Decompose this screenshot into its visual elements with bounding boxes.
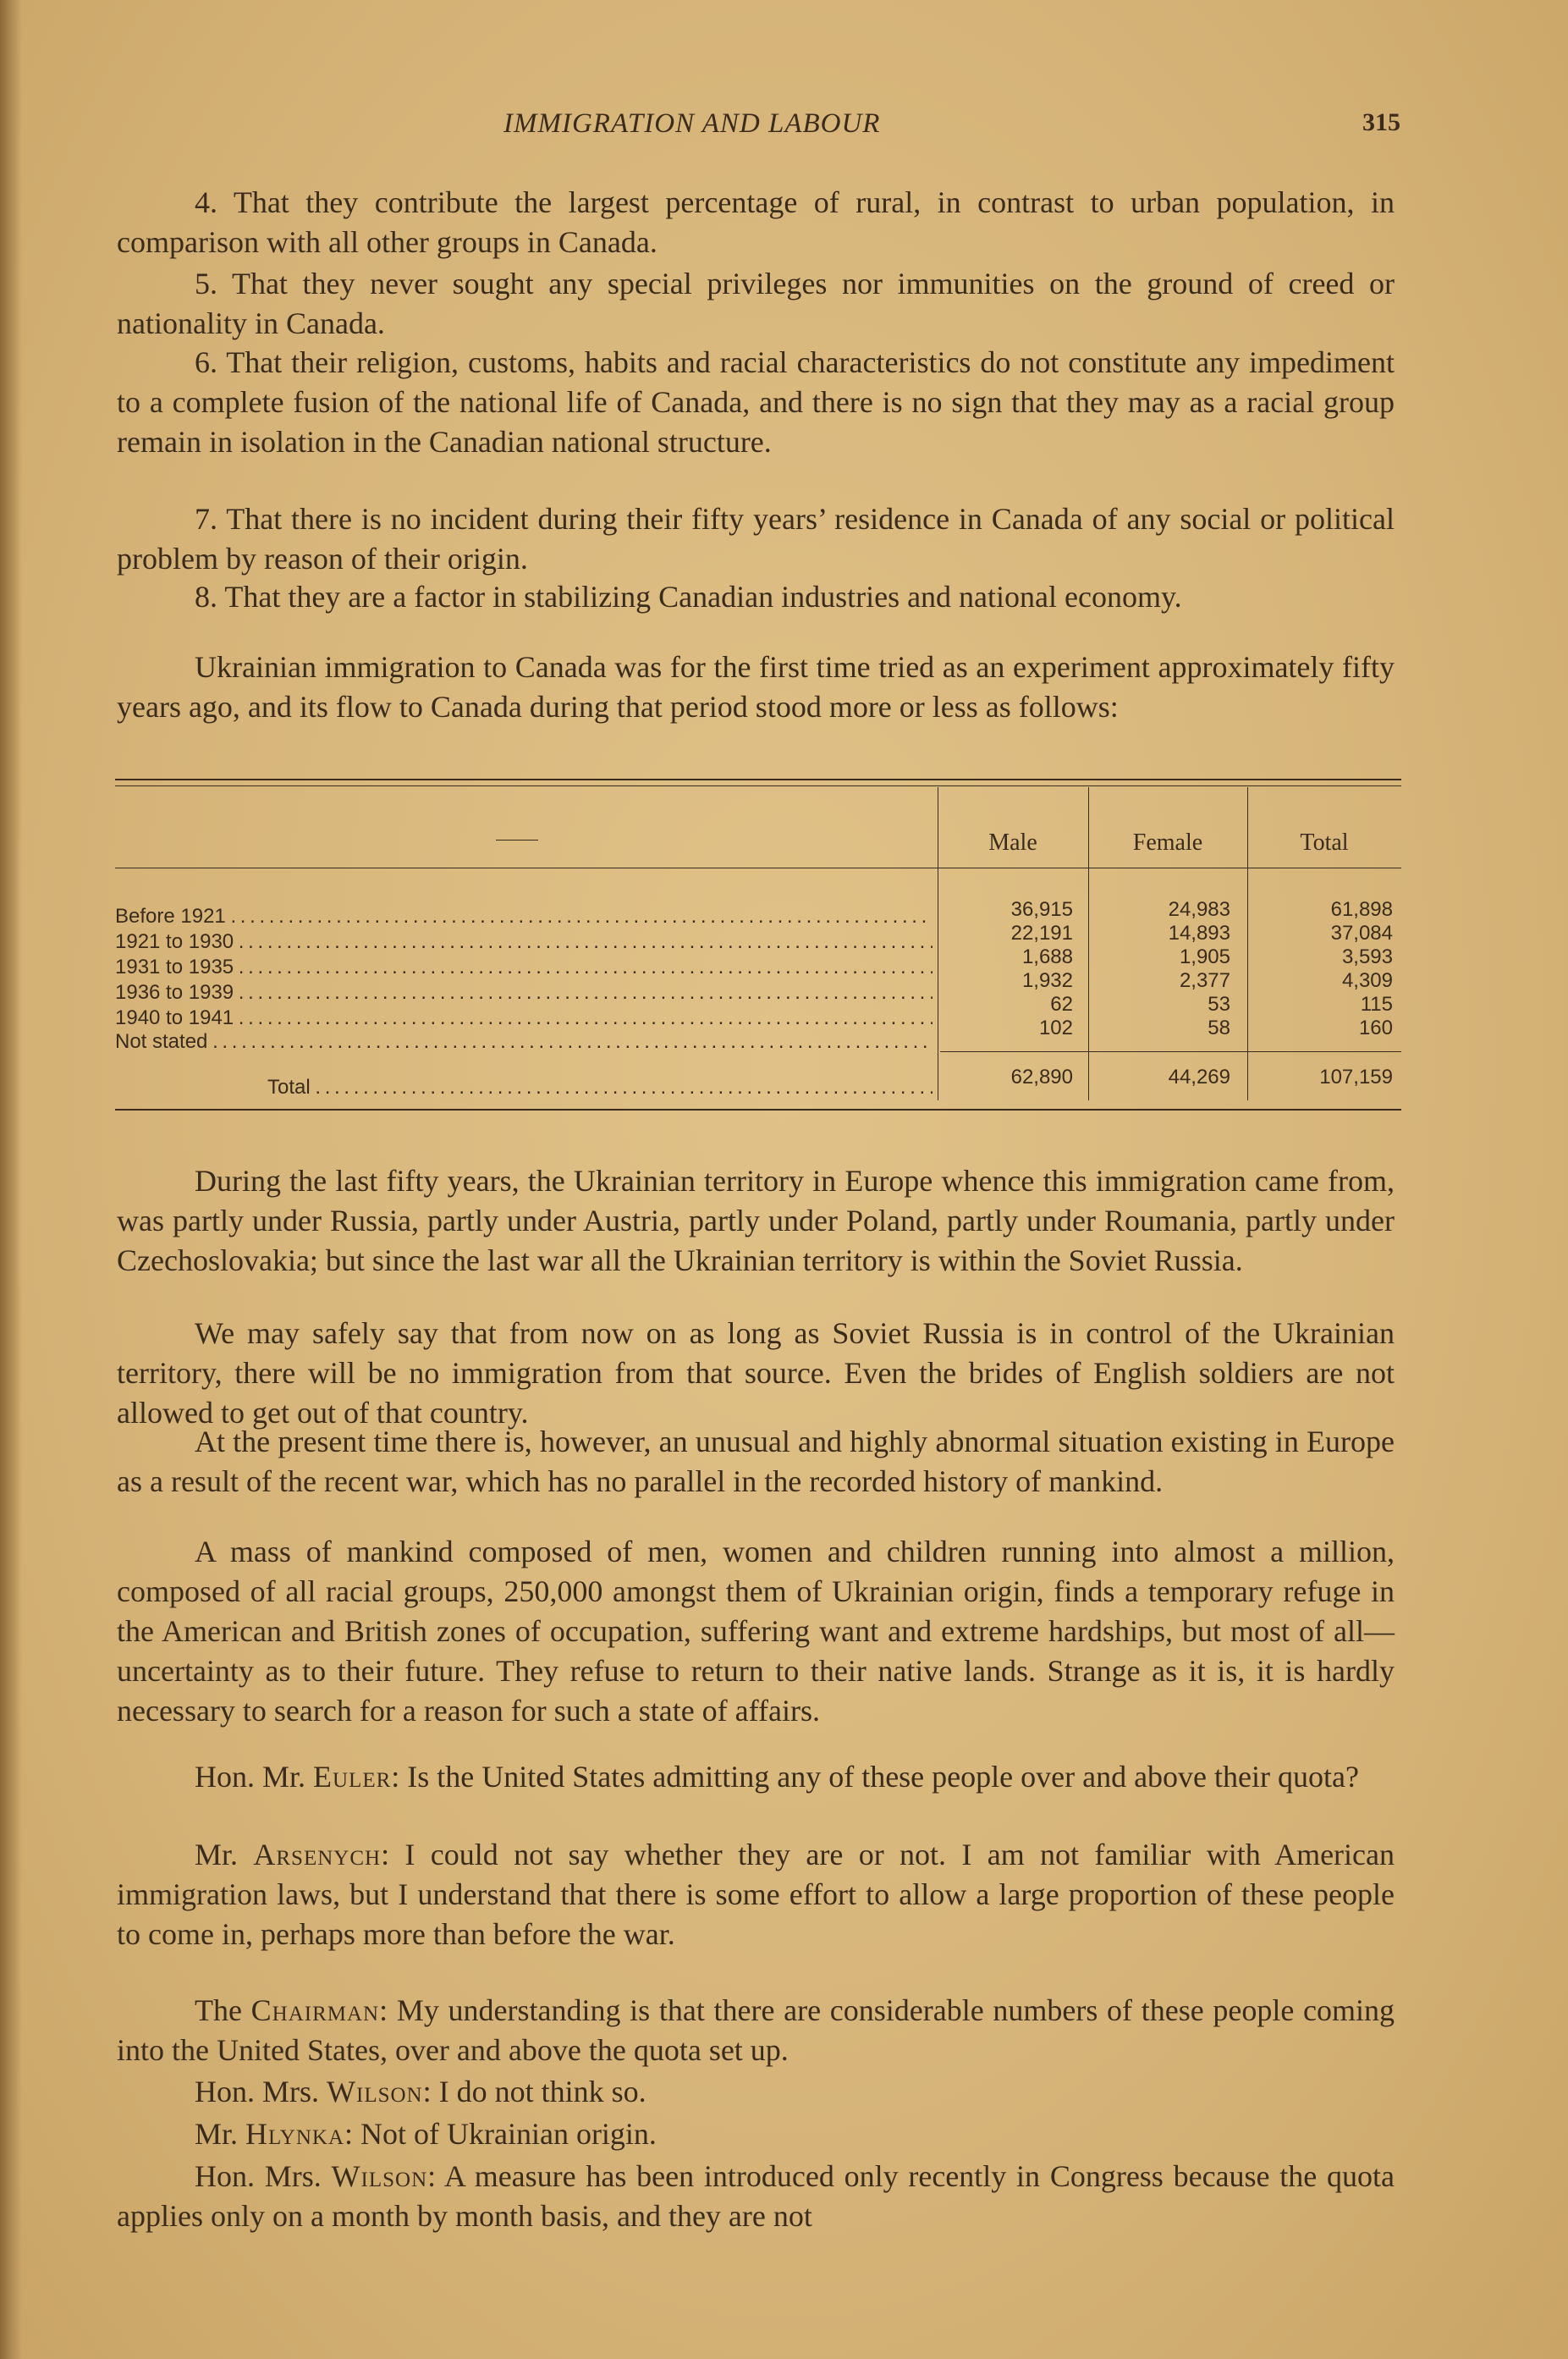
speaker-prefix: Mr. bbox=[195, 2117, 246, 2151]
table-cell-total: 115 bbox=[1360, 993, 1393, 1016]
column-header-female: Female bbox=[1132, 830, 1203, 856]
speech-text: : I could not say whether they are or not. I am not familiar with American immigration laws, but I understand that there is some effort to allow a large proportion of these people to come in, perhaps more than before the war. bbox=[117, 1838, 1395, 1951]
table-cell-female: 58 bbox=[1208, 1017, 1230, 1039]
table-cell-female: 14,893 bbox=[1168, 922, 1230, 945]
table-row-label: 1931 to 1935 . . . bbox=[115, 955, 933, 980]
speaker-prefix: The bbox=[195, 1993, 251, 2027]
table-row-label: 1936 to 1939 . . . bbox=[115, 980, 933, 1006]
dialogue-hlynka bbox=[117, 2114, 1395, 2154]
speech-text: : Is the United States admitting any of these people over and above their quota? bbox=[391, 1760, 1359, 1794]
dialogue-euler bbox=[117, 1757, 1395, 1797]
speaker-name: Euler bbox=[313, 1760, 392, 1794]
paragraph-point-4: 4. That they contribute the largest percentage of rural, in contrast to urban population, in comparison with all other groups in Canada. bbox=[117, 185, 1395, 259]
table-cell-male: 62 bbox=[1050, 993, 1073, 1016]
paragraph-immigration-intro: Ukrainian immigration to Canada was for the first time tried as an experiment approximately fifty years ago, and its flow to Canada during that period stood more or less as follows: bbox=[117, 650, 1395, 724]
table-cell-male: 22,191 bbox=[1010, 922, 1073, 945]
speaker-name: Chairman bbox=[250, 1993, 380, 2027]
dialogue-wilson-1 bbox=[117, 2072, 1395, 2112]
speaker-prefix: Hon. Mrs. bbox=[195, 2075, 327, 2108]
speaker-prefix: Hon. Mrs. bbox=[195, 2159, 332, 2193]
table-total-male: 62,890 bbox=[1010, 1066, 1073, 1089]
paragraph-point-6: 6. That their religion, customs, habits and racial characteristics do not constitute any impediment to a complete fusion of the national life of Canada, and there is no sign that they may as a racial group remain in isolation in the Canadian national structure. bbox=[117, 345, 1395, 459]
table-row-label: Before 1921 . . . bbox=[115, 904, 933, 929]
paragraph-territory: During the last fifty years, the Ukrainian territory in Europe whence this immigration came from, was partly under Russia, partly under Austria, partly under Poland, partly under Roumania, partly under Czechoslovakia; but since the last war all the Ukrainian territory is within the Soviet Russia. bbox=[117, 1164, 1395, 1277]
table-cell-total: 3,593 bbox=[1341, 945, 1393, 968]
stub-header-dash bbox=[496, 840, 538, 841]
paragraph-point-7: 7. That there is no incident during their fifty years’ residence in Canada of any social or political problem by reason of their origin. bbox=[117, 502, 1395, 576]
paragraph-soviet-control: We may safely say that from now on as long as Soviet Russia is in control of the Ukrainian territory, there will be no immigration from that source. Even the brides of English soldiers are not allowed to get out of that country. bbox=[117, 1316, 1395, 1430]
paragraph-point-5: 5. That they never sought any special privileges nor immunities on the ground of creed or nationality in Canada. bbox=[117, 267, 1395, 340]
table-row-label: Not stated . . . bbox=[115, 1029, 933, 1055]
immigration-table bbox=[115, 779, 1401, 1143]
paragraph-refugees: A mass of mankind composed of men, women and children running into almost a million, composed of all racial groups, 250,000 amongst them of Ukrainian origin, finds a temporary refuge in the American and British zones of occupation, suffering want and extreme hardships, but most of all—uncertainty as to their future. They refuse to return to their native lands. Strange as it is, it is hardly necessary to search for a reason for such a state of affairs. bbox=[117, 1535, 1395, 1728]
dialogue-arsenych bbox=[117, 1835, 1395, 1954]
running-head bbox=[503, 108, 1400, 142]
running-head-title: IMMIGRATION AND LABOUR bbox=[503, 108, 881, 139]
speaker-name: Wilson bbox=[327, 2075, 423, 2108]
table-cell-male: 36,915 bbox=[1010, 898, 1073, 921]
page-binding-edge bbox=[0, 0, 22, 2359]
table-total-label: Total . . . bbox=[267, 1075, 933, 1100]
table-cell-female: 53 bbox=[1208, 993, 1230, 1016]
page-number: 315 bbox=[1362, 108, 1400, 136]
table-cell-total: 4,309 bbox=[1341, 969, 1393, 992]
table-cell-total: 61,898 bbox=[1330, 898, 1393, 921]
paragraph-point-8: 8. That they are a factor in stabilizing Canadian industries and national economy. bbox=[195, 580, 1182, 614]
table-cell-female: 2,377 bbox=[1179, 969, 1230, 992]
paragraph-abnormal-situation: At the present time there is, however, an unusual and highly abnormal situation existing in Europe as a result of the recent war, which has no parallel in the recorded history of mankind. bbox=[117, 1425, 1395, 1498]
table-cell-total: 160 bbox=[1358, 1017, 1393, 1039]
table-cell-female: 24,983 bbox=[1168, 898, 1230, 921]
speaker-name: Arsenych bbox=[253, 1838, 382, 1871]
speech-text: : Not of Ukrainian origin. bbox=[344, 2117, 657, 2151]
speaker-prefix: Hon. Mr. bbox=[195, 1760, 314, 1794]
column-header-total: Total bbox=[1300, 830, 1349, 856]
speech-text: : A measure has been introduced only recently in Congress because the quota applies only on a month by month basis, and they are not bbox=[117, 2159, 1395, 2233]
speaker-name: Hlynka bbox=[245, 2117, 344, 2151]
speech-text: : My understanding is that there are considerable numbers of these people coming into the United States, over and above the quota set up. bbox=[117, 1993, 1395, 2067]
speech-text: : I do not think so. bbox=[422, 2075, 646, 2108]
table-row-label: 1921 to 1930 . . . bbox=[115, 929, 933, 955]
table-cell-male: 1,688 bbox=[1021, 945, 1073, 968]
column-header-male: Male bbox=[988, 830, 1037, 856]
speaker-prefix: Mr. bbox=[195, 1838, 254, 1871]
table-cell-male: 1,932 bbox=[1021, 969, 1073, 992]
table-total-total: 107,159 bbox=[1319, 1066, 1393, 1089]
table-cell-total: 37,084 bbox=[1330, 922, 1393, 945]
dialogue-wilson-2 bbox=[117, 2157, 1395, 2236]
table-row-label: 1940 to 1941 . . . bbox=[115, 1006, 933, 1031]
dialogue-chairman bbox=[117, 1991, 1395, 2070]
table-cell-female: 1,905 bbox=[1179, 945, 1230, 968]
table-total-female: 44,269 bbox=[1168, 1066, 1230, 1089]
speaker-name: Wilson bbox=[331, 2159, 428, 2193]
table-cell-male: 102 bbox=[1038, 1017, 1073, 1039]
